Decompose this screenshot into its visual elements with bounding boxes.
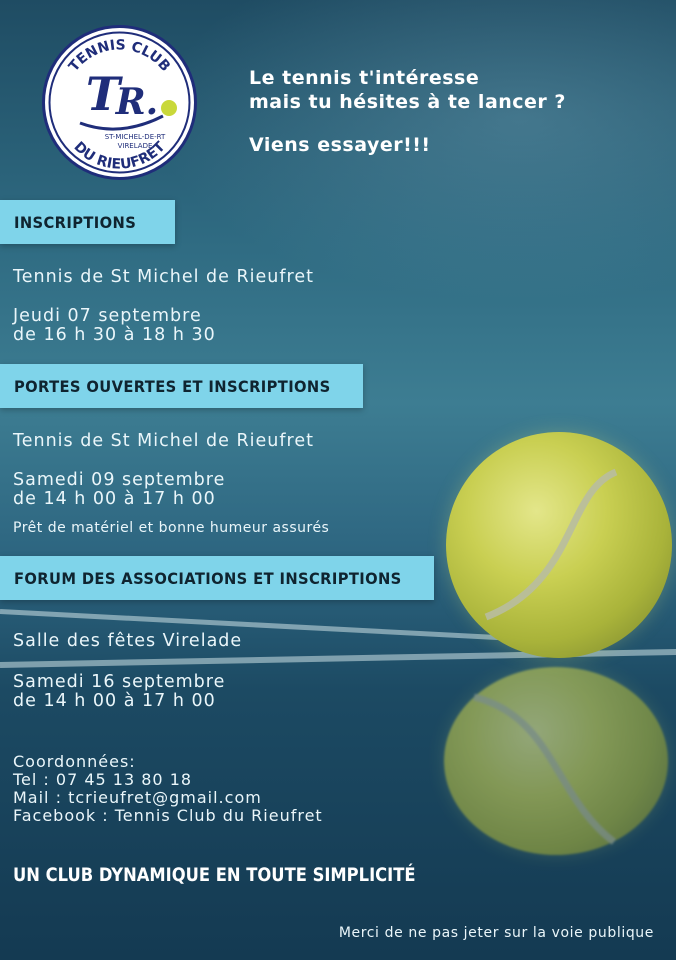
section-band-portes-ouvertes [0,364,363,408]
footer-note: Merci de ne pas jeter sur la voie publique [338,925,654,941]
section-band-label: INSCRIPTIONS [14,212,137,232]
logo-top-text: TENNIS CLUB [65,37,174,75]
tennis-ball-reflection-image [444,667,668,855]
logo-ball-icon [161,100,177,116]
headline-line3: Viens essayer!!! [249,134,431,156]
logo-monogram-t: T [85,67,121,121]
club-logo [42,25,197,180]
contact-mail: Mail : tcrieufret@gmail.com [13,788,262,807]
headline-line1: Le tennis t'intéresse [249,67,480,89]
logo-monogram-r: R. [115,81,159,123]
section-note: Prêt de matériel et bonne humeur assurés [13,520,330,536]
section-band-inscriptions [0,200,175,244]
section-band-forum [0,556,434,600]
contact-facebook: Facebook : Tennis Club du Rieufret [13,806,323,825]
logo-location-line1: ST-MICHEL-DE-RT [104,133,166,141]
section-place: Salle des fêtes Virelade [13,631,243,651]
contact-tel: Tel : 07 45 13 80 18 [13,770,193,789]
section-band-label: FORUM DES ASSOCIATIONS ET INSCRIPTIONS [14,568,402,588]
tennis-ball-image [446,432,672,658]
contact-heading: Coordonnées: [13,752,136,771]
section-date: Samedi 16 septembre [13,672,226,692]
logo-location-line2: VIRELADE [117,142,153,150]
section-place: Tennis de St Michel de Rieufret [13,431,314,451]
section-time: de 16 h 30 à 18 h 30 [13,325,216,345]
section-time: de 14 h 00 à 17 h 00 [13,489,216,509]
slogan: UN CLUB DYNAMIQUE EN TOUTE SIMPLICITÉ [13,864,416,886]
logo-bottom-text: DU RIEUFRET [70,138,169,173]
section-place: Tennis de St Michel de Rieufret [13,267,314,287]
section-date: Jeudi 07 septembre [13,306,202,326]
section-date: Samedi 09 septembre [13,470,226,490]
section-band-label: PORTES OUVERTES ET INSCRIPTIONS [14,376,331,396]
section-time: de 14 h 00 à 17 h 00 [13,691,216,711]
headline-line2: mais tu hésites à te lancer ? [249,91,566,113]
